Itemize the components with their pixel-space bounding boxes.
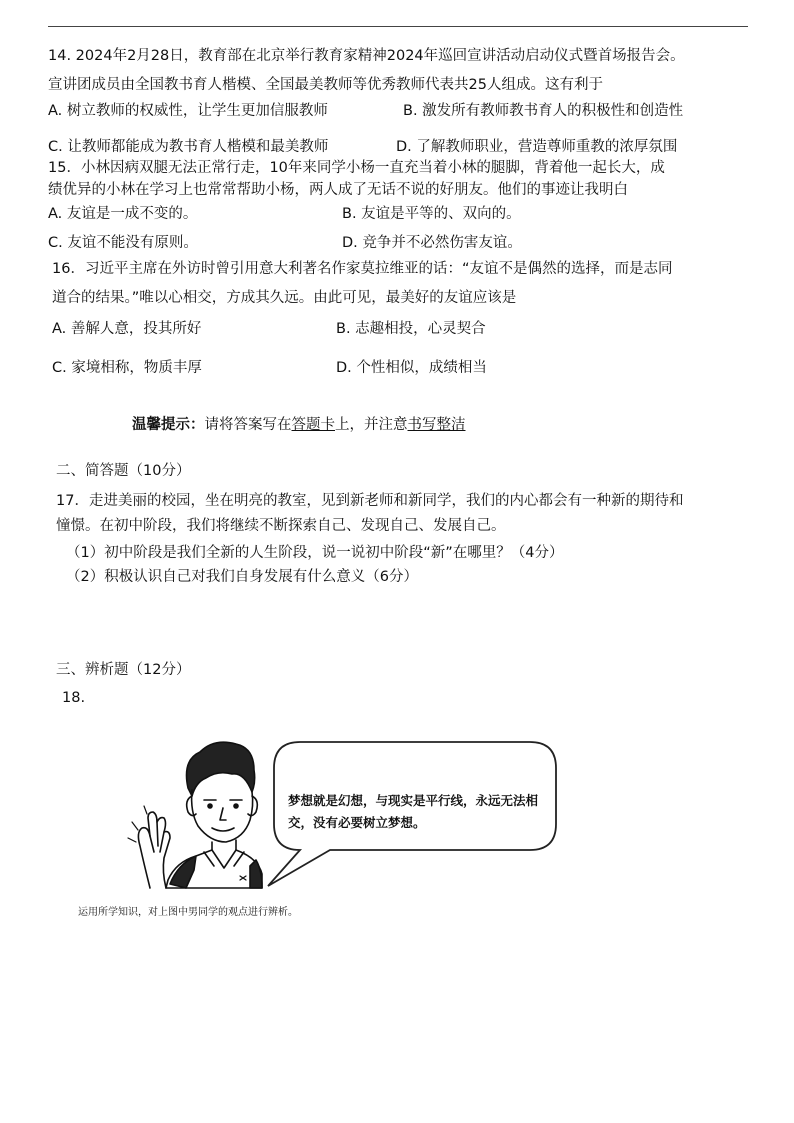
q16-option-b: B. 志趣相投，心灵契合 [336, 321, 486, 337]
q15-option-c: C. 友谊不能没有原则。 [48, 235, 198, 251]
section3-heading: 三、辨析题（12分） [56, 662, 191, 678]
q16-option-c: C. 家境相称，物质丰厚 [52, 360, 202, 376]
q14-option-c: C. 让教师都能成为教书育人楷模和最美教师 [48, 139, 329, 155]
q16-stem-line2: 道合的结果。”唯以心相交，方成其久远。由此可见，最美好的友谊应该是 [52, 290, 517, 306]
tip-label: 温馨提示： [132, 417, 205, 433]
q16-stem-line1: 16．习近平主席在外访时曾引用意大利著名作家莫拉维亚的话：“友谊不是偶然的选择，而是志同 [52, 261, 673, 277]
tip-answer-sheet: 答题卡 [291, 417, 335, 433]
q18-instruction: 运用所学知识，对上图中男同学的观点进行辨析。 [78, 907, 298, 918]
q14-option-d: D. 了解教师职业，营造尊师重教的浓厚氛围 [396, 139, 678, 155]
q15-stem-line1: 15．小林因病双腿无法正常行走，10年来同学小杨一直充当着小林的腿脚，背着他一起长大，成 [48, 160, 665, 176]
tip-neat-writing: 书写整洁 [407, 417, 466, 433]
section2-heading: 二、简答题（10分） [56, 463, 191, 479]
q17-sub1: （1）初中阶段是我们全新的人生阶段，说一说初中阶段“新”在哪里？（4分） [66, 545, 564, 561]
tip-part1: 请将答案写在 [204, 417, 292, 433]
q15-stem-line2: 绩优异的小林在学习上也常常帮助小杨，两人成了无话不说的好朋友。他们的事迹让我明白 [48, 182, 628, 198]
q15-option-d: D. 竞争并不必然伤害友谊。 [342, 235, 522, 251]
q14-stem-line2: 宣讲团成员由全国教书育人楷模、全国最美教师等优秀教师代表共25人组成。这有利于 [48, 77, 603, 93]
q16-option-d: D. 个性相似，成绩相当 [336, 360, 487, 376]
q18-number: 18. [62, 690, 86, 706]
q14-option-a: A. 树立教师的权威性，让学生更加信服教师 [48, 103, 328, 119]
q14-option-b: B. 激发所有教师教书育人的积极性和创造性 [403, 103, 684, 119]
q15-option-a: A. 友谊是一成不变的。 [48, 206, 198, 222]
q17-stem-line1: 17．走进美丽的校园，坐在明亮的教室，见到新老师和新同学，我们的内心都会有一种新的期待和 [56, 493, 684, 509]
boy-figure [128, 742, 262, 888]
tip-part2: 上，并注意 [335, 417, 408, 433]
q14-stem-line1: 14. 2024年2月28日，教育部在北京举行教育家精神2024年巡回宣讲活动启动仪式暨首场报告会。 [48, 48, 685, 64]
q16-option-a: A. 善解人意，投其所好 [52, 321, 202, 337]
q17-stem-line2: 憧憬。在初中阶段，我们将继续不断探索自己、发现自己、发展自己。 [56, 518, 506, 534]
q17-sub2: （2）积极认识自己对我们自身发展有什么意义（6分） [66, 569, 418, 585]
q15-option-b: B. 友谊是平等的、双向的。 [342, 206, 521, 222]
speech-bubble-text: 梦想就是幻想，与现实是平行线，永远无法相交，没有必要树立梦想。 [288, 793, 539, 830]
